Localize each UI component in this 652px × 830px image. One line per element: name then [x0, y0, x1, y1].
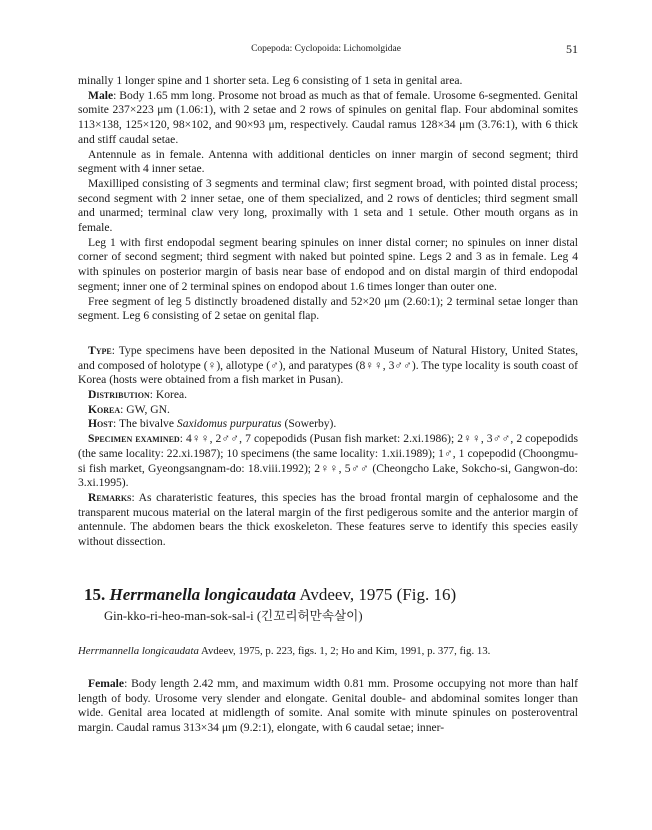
distribution-paragraph — [78, 388, 578, 403]
remarks-label: Remarks — [88, 490, 132, 504]
specimen-text: : 4♀♀, 2♂♂, 7 copepodids (Pusan fish market: 2.xi.1986); 2♀♀, 3♂♂, 2 copepodids (the same locality: 22.xi.1987); 10 specimens (the same locality: 1.xii.1989); 1♂, 1 copepodid (Choongmu-si fish market, Gyeongsangnam-do: 18.viii.1992); 2♀♀, 5♂♂ (Cheongcho Lake, Sokcho-si, Gangwon-do: 3.xi.1995). — [78, 432, 578, 490]
female-text: : Body length 2.42 mm, and maximum width 0.81 mm. Prosome occupying not more than half length of body. Urosome very slender and elongate. Genital double- and abdominal somites longer than wide. Genital area located at midlength of somite. Anal somite with minute spinules on posteroventral margin. Caudal ramus 313×34 μm (9.2:1), elongate, with 6 caudal setae; inner- — [78, 676, 578, 734]
remarks-paragraph — [78, 491, 578, 550]
maxilliped-paragraph: Maxilliped consisting of 3 segments and terminal claw; first segment broad, with pointed distal process; second segment with 2 inner setae, one of them specialized, and 2 rows of denticles; third segment small and unarmed; terminal claw very long, proximally with 1 seta and 1 setule. Other mouth organs as in female. — [78, 176, 578, 235]
host-text-a: : The bivalve — [113, 417, 177, 431]
host-paragraph — [78, 417, 578, 432]
specimen-paragraph — [78, 432, 578, 491]
male-paragraph — [78, 89, 578, 148]
specimen-label: Specimen examined — [88, 432, 180, 446]
leg5-paragraph: Free segment of leg 5 distinctly broadened distally and 52×20 μm (2.60:1); 2 terminal setae longer than segment. Leg 6 consisting of 2 setae on genital flap. — [78, 294, 578, 323]
running-title: Copepoda: Cyclopoida: Lichomolgidae — [251, 44, 401, 54]
remarks-text: : As charateristic features, this species has the broad frontal margin of cephalosome and the transparent mucous material on the lateral margin of the first pedigerous somite and the anterior margin of antennule. The abdomen bears the thick exoskeleton. These features serve to identify this species easily without dissection. — [78, 490, 578, 549]
male-label: Male — [88, 88, 114, 102]
korea-text: : GW, GN. — [120, 402, 170, 416]
leg1-paragraph: Leg 1 with first endopodal segment bearing spinules on inner distal corner; no spinules on inner distal corner of second segment; third segment with naked but pointed spine. Legs 2 and 3 as in female. Leg 4 with spinules on posterior margin of basis near base of endopod and on distal margin of third endopodal segment; inner one of 2 terminal spines on endopod about 1.6 times longer than outer one. — [78, 235, 578, 293]
host-text-b: (Sowerby). — [281, 417, 337, 431]
antennule-paragraph: Antennule as in female. Antenna with additional denticles on inner margin of second segment; third segment with 4 inner setae. — [78, 147, 578, 176]
distribution-label: Distribution — [88, 388, 150, 402]
korea-paragraph — [78, 403, 578, 418]
species-number: 15. — [84, 584, 106, 604]
synonymy-paragraph — [78, 644, 578, 658]
species-author: Avdeev, 1975 (Fig. 16) — [296, 584, 457, 604]
page-body — [78, 74, 578, 736]
male-text: : Body 1.65 mm long. Prosome not broad as much as that of female. Urosome 6-segmented. Genital somite 237×223 μm (1.06:1), with 2 setae and 2 rows of spinules on genital flap. Four abdominal somites 113×138, 125×120, 98×102, and 90×93 μm, respectively. Caudal ramus 128×34 μm (3.76:1), with 6 thick and stiff caudal setae. — [78, 88, 578, 146]
species-name: Herrmanella longicaudata — [109, 584, 297, 604]
page-number: 51 — [566, 42, 578, 56]
distribution-text: : Korea. — [149, 388, 188, 402]
page-header — [0, 42, 652, 58]
type-paragraph — [78, 344, 578, 388]
species-heading — [84, 584, 578, 624]
host-label: Host — [88, 417, 114, 431]
female-label: Female — [88, 676, 125, 690]
korean-name: Gin-kko-ri-heo-man-sok-sal-i (긴꼬리허만속살이) — [104, 608, 363, 623]
synonymy-name: Herrmannella longicaudata — [78, 644, 199, 657]
species-title — [84, 584, 578, 605]
host-species: Saxidomus purpuratus — [176, 417, 282, 431]
type-label: Type — [88, 343, 112, 357]
synonymy-text: Avdeev, 1975, p. 223, figs. 1, 2; Ho and Kim, 1991, p. 377, fig. 13. — [198, 644, 491, 657]
female-paragraph — [78, 677, 578, 736]
korea-label: Korea — [88, 402, 121, 416]
section-gap — [78, 324, 578, 344]
type-text: : Type specimens have been deposited in the National Museum of Natural History, United States, and composed of holotype (♀), allotype (♂), and paratypes (8♀♀, 3♂♂). The type locality is south coast of Korea (hosts were obtained from a fish market in Pusan). — [78, 343, 578, 387]
leg-continuation-paragraph: minally 1 longer spine and 1 shorter seta. Leg 6 consisting of 1 seta in genital area. — [78, 74, 463, 87]
